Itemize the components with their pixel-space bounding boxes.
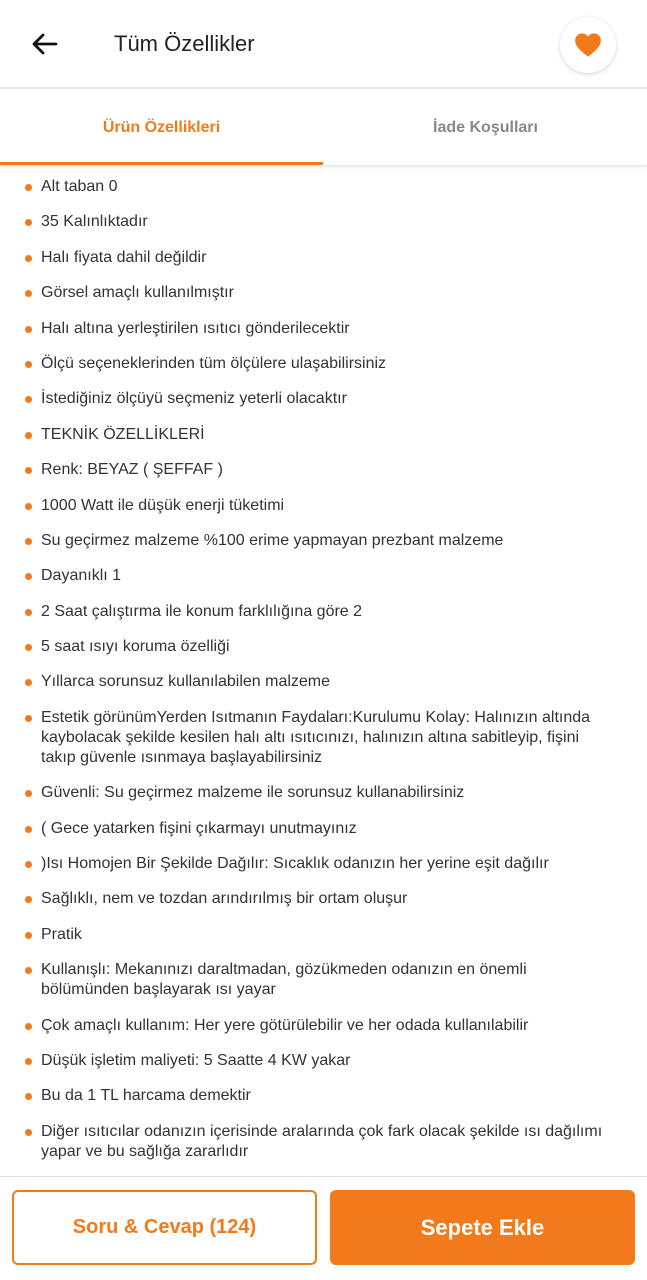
page-title: Tüm Özellikler [114, 31, 255, 56]
heart-icon [574, 32, 602, 58]
bottom-action-bar [0, 1176, 647, 1280]
favorite-button[interactable] [560, 17, 616, 73]
feature-item: )Isı Homojen Bir Şekilde Dağılır: Sıcaklık odanızın her yerine eşit dağılır [24, 854, 617, 874]
add-to-cart-button[interactable]: Sepete Ekle [330, 1190, 635, 1265]
feature-item: Halı fiyata dahil değildir [24, 248, 617, 268]
feature-item: Görsel amaçlı kullanılmıştır [24, 283, 617, 303]
feature-item: TEKNİK ÖZELLİKLERİ [24, 425, 617, 445]
feature-item: Bu da 1 TL harcama demektir [24, 1086, 617, 1106]
feature-item: Alt taban 0 [24, 177, 617, 197]
feature-item: 1000 Watt ile düşük enerji tüketimi [24, 496, 617, 516]
tab-product-features[interactable]: Ürün Özellikleri [0, 91, 323, 165]
feature-item: Ölçü seçeneklerinden tüm ölçülere ulaşabilirsiniz [24, 354, 617, 374]
tab-return-conditions[interactable]: İade Koşulları [433, 119, 538, 136]
feature-item: Çok amaçlı kullanım: Her yere götürülebilir ve her odada kullanılabilir [24, 1016, 617, 1036]
feature-item: Kullanışlı: Mekanınızı daraltmadan, gözükmeden odanızın en önemli bölümünden başlayarak ısı yayar [24, 960, 617, 1000]
feature-item: Halı altına yerleştirilen ısıtıcı gönderilecektir [24, 319, 617, 339]
top-app-bar [0, 0, 647, 89]
feature-item: 2 Saat çalıştırma ile konum farklılığına göre 2 [24, 602, 617, 622]
feature-item: İstediğiniz ölçüyü seçmeniz yeterli olacaktır [24, 389, 617, 409]
feature-item: 5 saat ısıyı koruma özelliği [24, 637, 617, 657]
feature-item: Renk: BEYAZ ( ŞEFFAF ) [24, 460, 617, 480]
feature-item: Dayanıklı 1 [24, 566, 617, 586]
feature-item: Diğer ısıtıcılar odanızın içerisinde aralarında çok fark olacak şekilde ısı dağılımı yapar ve bu sağlığa zararlıdır [24, 1122, 617, 1162]
feature-item: Güvenli: Su geçirmez malzeme ile sorunsuz kullanabilirsiniz [24, 783, 617, 803]
features-content[interactable] [0, 167, 647, 1175]
feature-item: Düşük işletim maliyeti: 5 Saatte 4 KW yakar [24, 1051, 617, 1071]
feature-item: Sağlıklı, nem ve tozdan arındırılmış bir ortam oluşur [24, 889, 617, 909]
feature-item: Su geçirmez malzeme %100 erime yapmayan prezbant malzeme [24, 531, 617, 551]
feature-item: Pratik [24, 925, 617, 945]
back-button[interactable] [24, 26, 64, 62]
feature-item: Yıllarca sorunsuz kullanılabilen malzeme [24, 672, 617, 692]
feature-list [0, 167, 647, 1162]
feature-item: Estetik görünümYerden Isıtmanın Faydaları:Kurulumu Kolay: Halınızın altında kaybolacak şekilde kesilen halı altı ısıtıcınızı, halınızın altına sabitleyip, fişini takıp güvenle ısınmaya başlayabilirsiniz [24, 708, 617, 768]
qa-button[interactable]: Soru & Cevap (124) [12, 1190, 317, 1265]
arrow-left-icon [30, 32, 58, 56]
feature-item: ( Gece yatarken fişini çıkarmayı unutmayınız [24, 819, 617, 839]
feature-item: 35 Kalınlıktadır [24, 212, 617, 232]
tab-bar [0, 91, 647, 165]
